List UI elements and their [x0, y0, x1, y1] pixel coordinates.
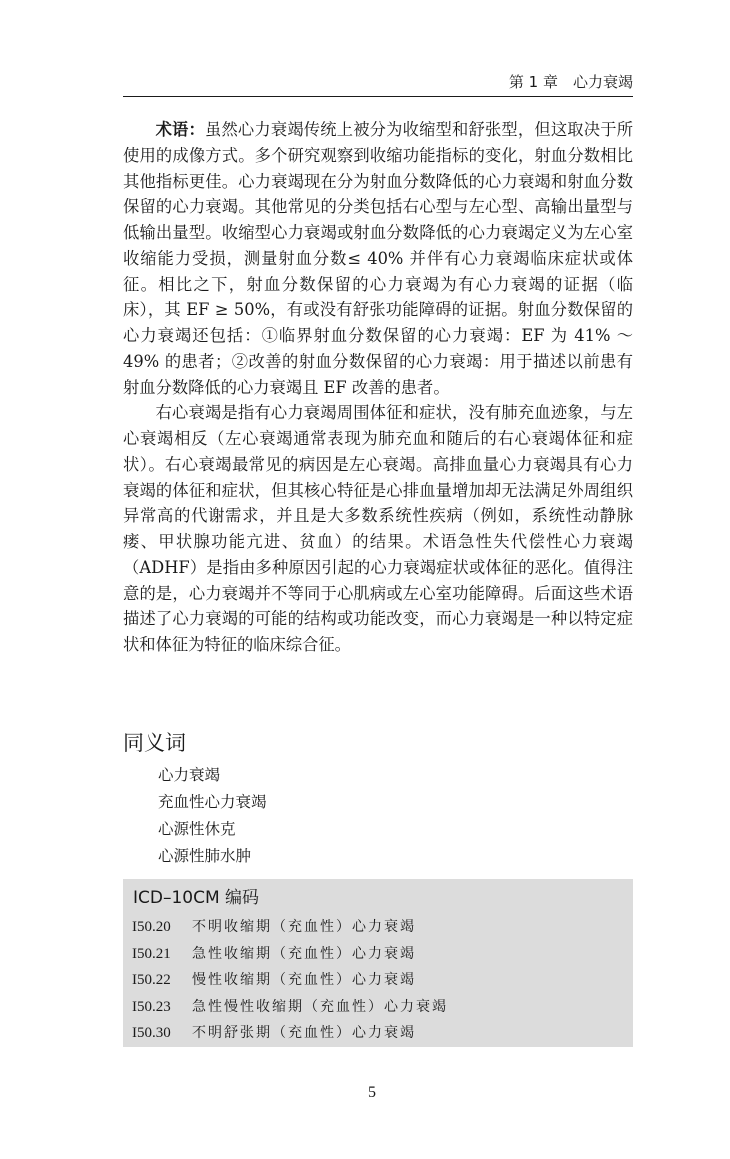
icd-code-row	[132, 914, 448, 941]
icd-description: 不明收缩期（充血性）心力衰竭	[192, 919, 416, 935]
synonym-item: 心力衰竭	[158, 766, 221, 784]
icd-code: I50.20	[132, 919, 171, 935]
icd-code-row	[132, 994, 448, 1021]
icd-code-row	[132, 967, 448, 994]
icd-description: 急性慢性收缩期（充血性）心力衰竭	[192, 998, 448, 1015]
header-rule	[123, 96, 633, 97]
terminology-text: 虽然心力衰竭传统上被分为收缩型和舒张型，但这取决于所使用的成像方式。多个研究观察到收缩功能指标的变化，射血分数相比其他指标更佳。心力衰竭现在分为射血分数降低的心力衰竭和射血分数保留的心力衰竭。其他常见的分类包括右心型与左心型、高输出量型与低输出量型。收缩型心力衰竭或射血分数降低的心力衰竭定义为左心室收缩能力受损，测量射血分数≤ 40% 并伴有心力衰竭临床症状或体征。相比之下，射血分数保留的心力衰竭为有心力衰竭的证据（临床），其 EF ≥ 50%，有或没有舒张功能障碍的证据。射血分数保留的心力衰竭还包括：①临界射血分数保留的心力衰竭：EF 为 41% ～ 49% 的患者；②改善的射血分数保留的心力衰竭：用于描述以前患有射血分数降低的心力衰竭且 EF 改善的患者。	[123, 120, 633, 397]
icd-code-list	[132, 914, 448, 1047]
icd-code: I50.22	[132, 972, 171, 989]
icd-box-title: ICD–10CM 编码	[133, 888, 260, 908]
icd-description: 急性收缩期（充血性）心力衰竭	[192, 945, 416, 962]
synonym-item: 充血性心力衰竭	[158, 793, 267, 811]
body-text	[123, 117, 633, 658]
icd-code-row	[132, 941, 448, 968]
synonyms-heading: 同义词	[123, 731, 186, 755]
synonym-item: 心源性休克	[158, 820, 236, 838]
right-heart-failure-paragraph: 右心衰竭是指有心力衰竭周围体征和症状，没有肺充血迹象，与左心衰竭相反（左心衰竭通常表现为肺充血和随后的右心衰竭体征和症状）。右心衰竭最常见的病因是左心衰竭。高排血量心力衰竭具有心力衰竭的体征和症状，但其核心特征是心排血量增加却无法满足外周组织异常高的代谢需求，并且是大多数系统性疾病（例如，系统性动静脉瘘、甲状腺功能亢进、贫血）的结果。术语急性失代偿性心力衰竭（ADHF）是指由多种原因引起的心力衰竭症状或体征的恶化。值得注意的是，心力衰竭并不等同于心肌病或左心室功能障碍。后面这些术语描述了心力衰竭的可能的结构或功能改变，而心力衰竭是一种以特定症状和体征为特征的临床综合征。	[123, 403, 633, 654]
icd-code: I50.30	[132, 1025, 171, 1042]
running-header: 第 1 章 心力衰竭	[508, 73, 633, 91]
terminology-label: 术语：	[155, 120, 205, 139]
synonym-item: 心源性肺水肿	[158, 847, 252, 865]
terminology-paragraph	[123, 117, 633, 400]
icd-code: I50.23	[132, 998, 171, 1015]
synonyms-list	[158, 762, 267, 870]
icd-code: I50.21	[132, 945, 171, 962]
icd-code-row	[132, 1020, 448, 1047]
icd-code-box	[123, 879, 633, 1047]
page-number: 5	[368, 1084, 376, 1101]
icd-description: 慢性收缩期（充血性）心力衰竭	[192, 972, 416, 989]
icd-description: 不明舒张期（充血性）心力衰竭	[192, 1025, 416, 1042]
